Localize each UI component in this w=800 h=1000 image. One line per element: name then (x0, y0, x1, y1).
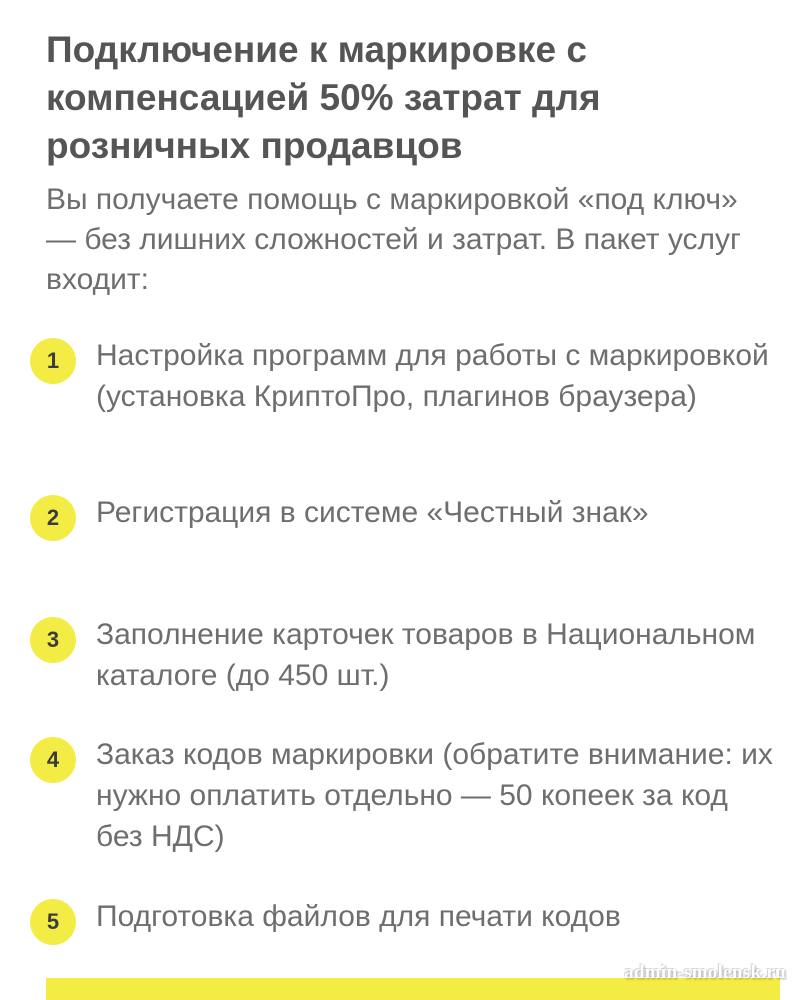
step-number-badge: 5 (30, 899, 76, 945)
step-number-badge: 2 (30, 495, 76, 541)
site-watermark: admin-smolensk.ru (624, 962, 786, 983)
page-title: Подключение к маркировке с компенсацией 50% затрат для розничных продавцов (46, 29, 601, 166)
step-number-badge: 4 (30, 737, 76, 783)
step-text: Подготовка файлов для печати кодов (96, 900, 621, 933)
intro-text: Вы получаете помощь с маркировкой «под ключ» — без лишних сложностей и затрат. В пакет услуг входит: (46, 183, 741, 296)
step-text: Настройка программ для работы с маркировкой (установка КриптоПро, плагинов браузера) (96, 339, 769, 413)
step-text: Регистрация в системе «Честный знак» (96, 496, 649, 529)
step-text: Заказ кодов маркировки (обратите внимание: их нужно оплатить отдельно — 50 копеек за код без НДС) (96, 738, 773, 853)
step-number-badge: 3 (30, 617, 76, 663)
step-number-badge: 1 (30, 338, 76, 384)
step-text: Заполнение карточек товаров в Национальном каталоге (до 450 шт.) (96, 618, 756, 692)
